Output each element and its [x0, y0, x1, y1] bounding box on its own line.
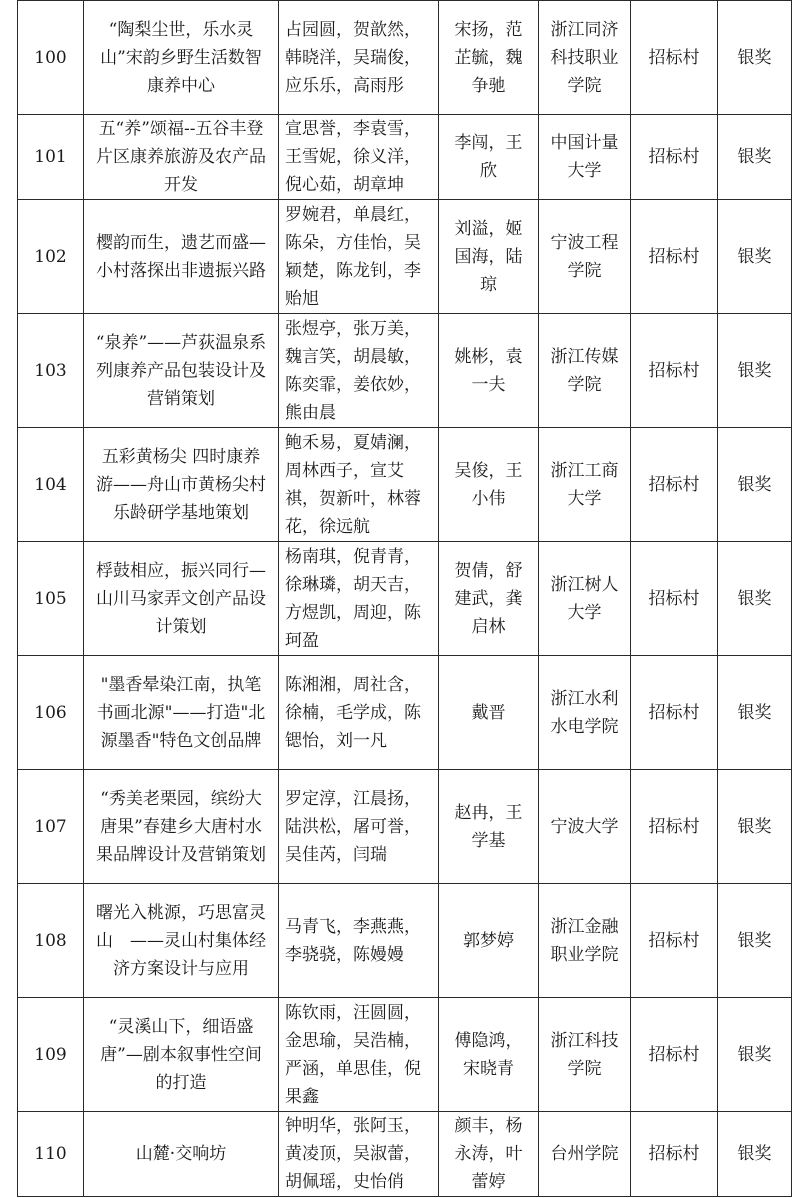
mentors: 赵冉，王学基 [439, 770, 539, 884]
team-members: 宣思誉，李袁雪，王雪妮，徐义洋，倪心茹，胡章坤 [279, 115, 439, 200]
category: 招标村 [631, 115, 718, 200]
award: 银奖 [718, 1112, 792, 1197]
table-row [18, 1112, 792, 1197]
mentors: 戴晋 [439, 656, 539, 770]
table-row [18, 656, 792, 770]
award-table [17, 0, 792, 1197]
table-body [18, 1, 792, 1197]
mentors: 宋扬，范芷毓，魏争驰 [439, 1, 539, 115]
award: 银奖 [718, 542, 792, 656]
table-row [18, 200, 792, 314]
mentors: 李闯，王欣 [439, 115, 539, 200]
category: 招标村 [631, 428, 718, 542]
row-number: 100 [18, 1, 84, 115]
project-name: 曙光入桃源，巧思富灵山 ——灵山村集体经济方案设计与应用 [84, 884, 279, 998]
row-number: 104 [18, 428, 84, 542]
award: 银奖 [718, 998, 792, 1112]
team-members: 鲍禾易，夏婧澜，周林西子，宣艾祺，贺新叶，林蓉花，徐远航 [279, 428, 439, 542]
category: 招标村 [631, 998, 718, 1112]
project-name: 山麓·交响坊 [84, 1112, 279, 1197]
category: 招标村 [631, 884, 718, 998]
row-number: 107 [18, 770, 84, 884]
row-number: 101 [18, 115, 84, 200]
category: 招标村 [631, 1112, 718, 1197]
school: 宁波工程学院 [539, 200, 631, 314]
table-row [18, 542, 792, 656]
school: 浙江金融职业学院 [539, 884, 631, 998]
award: 银奖 [718, 314, 792, 428]
project-name: “泉养”——芦荻温泉系列康养产品包装设计及营销策划 [84, 314, 279, 428]
school: 浙江同济科技职业学院 [539, 1, 631, 115]
team-members: 罗定淳，江晨扬，陆洪松，屠可誉，吴佳芮，闫瑞 [279, 770, 439, 884]
category: 招标村 [631, 314, 718, 428]
category: 招标村 [631, 656, 718, 770]
project-name: 五“养”颂福--五谷丰登片区康养旅游及农产品开发 [84, 115, 279, 200]
team-members: 钟明华，张阿玉，黄凌顶，吴淑蕾，胡佩瑶，史怡俏 [279, 1112, 439, 1197]
row-number: 110 [18, 1112, 84, 1197]
award: 银奖 [718, 115, 792, 200]
project-name: "墨香晕染江南，执笔书画北源"——打造"北源墨香"特色文创品牌 [84, 656, 279, 770]
mentors: 郭梦婷 [439, 884, 539, 998]
table-row [18, 115, 792, 200]
team-members: 陈湘湘，周社含，徐楠，毛学成，陈锶怡，刘一凡 [279, 656, 439, 770]
mentors: 姚彬，袁一夫 [439, 314, 539, 428]
school: 浙江树人大学 [539, 542, 631, 656]
team-members: 占园圆，贺歆然，韩晓洋，吴瑞俊，应乐乐，高雨彤 [279, 1, 439, 115]
row-number: 109 [18, 998, 84, 1112]
row-number: 105 [18, 542, 84, 656]
project-name: 五彩黄杨尖 四时康养游——舟山市黄杨尖村乐龄研学基地策划 [84, 428, 279, 542]
team-members: 陈钦雨，汪圆圆，金思瑜，吴浩楠，严涵，单思佳，倪果鑫 [279, 998, 439, 1112]
school: 台州学院 [539, 1112, 631, 1197]
table-row [18, 428, 792, 542]
table-row [18, 884, 792, 998]
mentors: 颜丰，杨永涛，叶蕾婷 [439, 1112, 539, 1197]
school: 浙江科技学院 [539, 998, 631, 1112]
category: 招标村 [631, 200, 718, 314]
award: 银奖 [718, 884, 792, 998]
category: 招标村 [631, 1, 718, 115]
school: 宁波大学 [539, 770, 631, 884]
award: 银奖 [718, 1, 792, 115]
team-members: 罗婉君，单晨红，陈朵，方佳怡，吴颖楚，陈龙钊，李贻旭 [279, 200, 439, 314]
school: 浙江工商大学 [539, 428, 631, 542]
row-number: 103 [18, 314, 84, 428]
row-number: 106 [18, 656, 84, 770]
team-members: 张煜亭，张万美，魏言笑，胡晨敏，陈奕霏，姜依妙，熊由晨 [279, 314, 439, 428]
school: 中国计量大学 [539, 115, 631, 200]
row-number: 102 [18, 200, 84, 314]
table-row [18, 314, 792, 428]
category: 招标村 [631, 542, 718, 656]
award: 银奖 [718, 656, 792, 770]
table-row [18, 1, 792, 115]
table-row [18, 998, 792, 1112]
project-name: 樱韵而生，遗艺而盛—小村落探出非遗振兴路 [84, 200, 279, 314]
award: 银奖 [718, 770, 792, 884]
award: 银奖 [718, 428, 792, 542]
category: 招标村 [631, 770, 718, 884]
project-name: 桴鼓相应，振兴同行—山川马家弄文创产品设计策划 [84, 542, 279, 656]
mentors: 刘溢，姬国海，陆琼 [439, 200, 539, 314]
project-name: “秀美老栗园，缤纷大唐果”春建乡大唐村水果品牌设计及营销策划 [84, 770, 279, 884]
table-row [18, 770, 792, 884]
row-number: 108 [18, 884, 84, 998]
mentors: 贺倩，舒建武，龚启林 [439, 542, 539, 656]
project-name: “陶梨尘世，乐水灵山”宋韵乡野生活数智康养中心 [84, 1, 279, 115]
project-name: “灵溪山下，细语盛唐”—剧本叙事性空间的打造 [84, 998, 279, 1112]
team-members: 马青飞，李燕燕，李骁骁，陈嫚嫚 [279, 884, 439, 998]
mentors: 傅隐鸿，宋晓青 [439, 998, 539, 1112]
school: 浙江传媒学院 [539, 314, 631, 428]
team-members: 杨南琪，倪青青，徐琳璘，胡天吉，方煜凯，周迎，陈珂盈 [279, 542, 439, 656]
school: 浙江水利水电学院 [539, 656, 631, 770]
award: 银奖 [718, 200, 792, 314]
mentors: 吴俊，王小伟 [439, 428, 539, 542]
